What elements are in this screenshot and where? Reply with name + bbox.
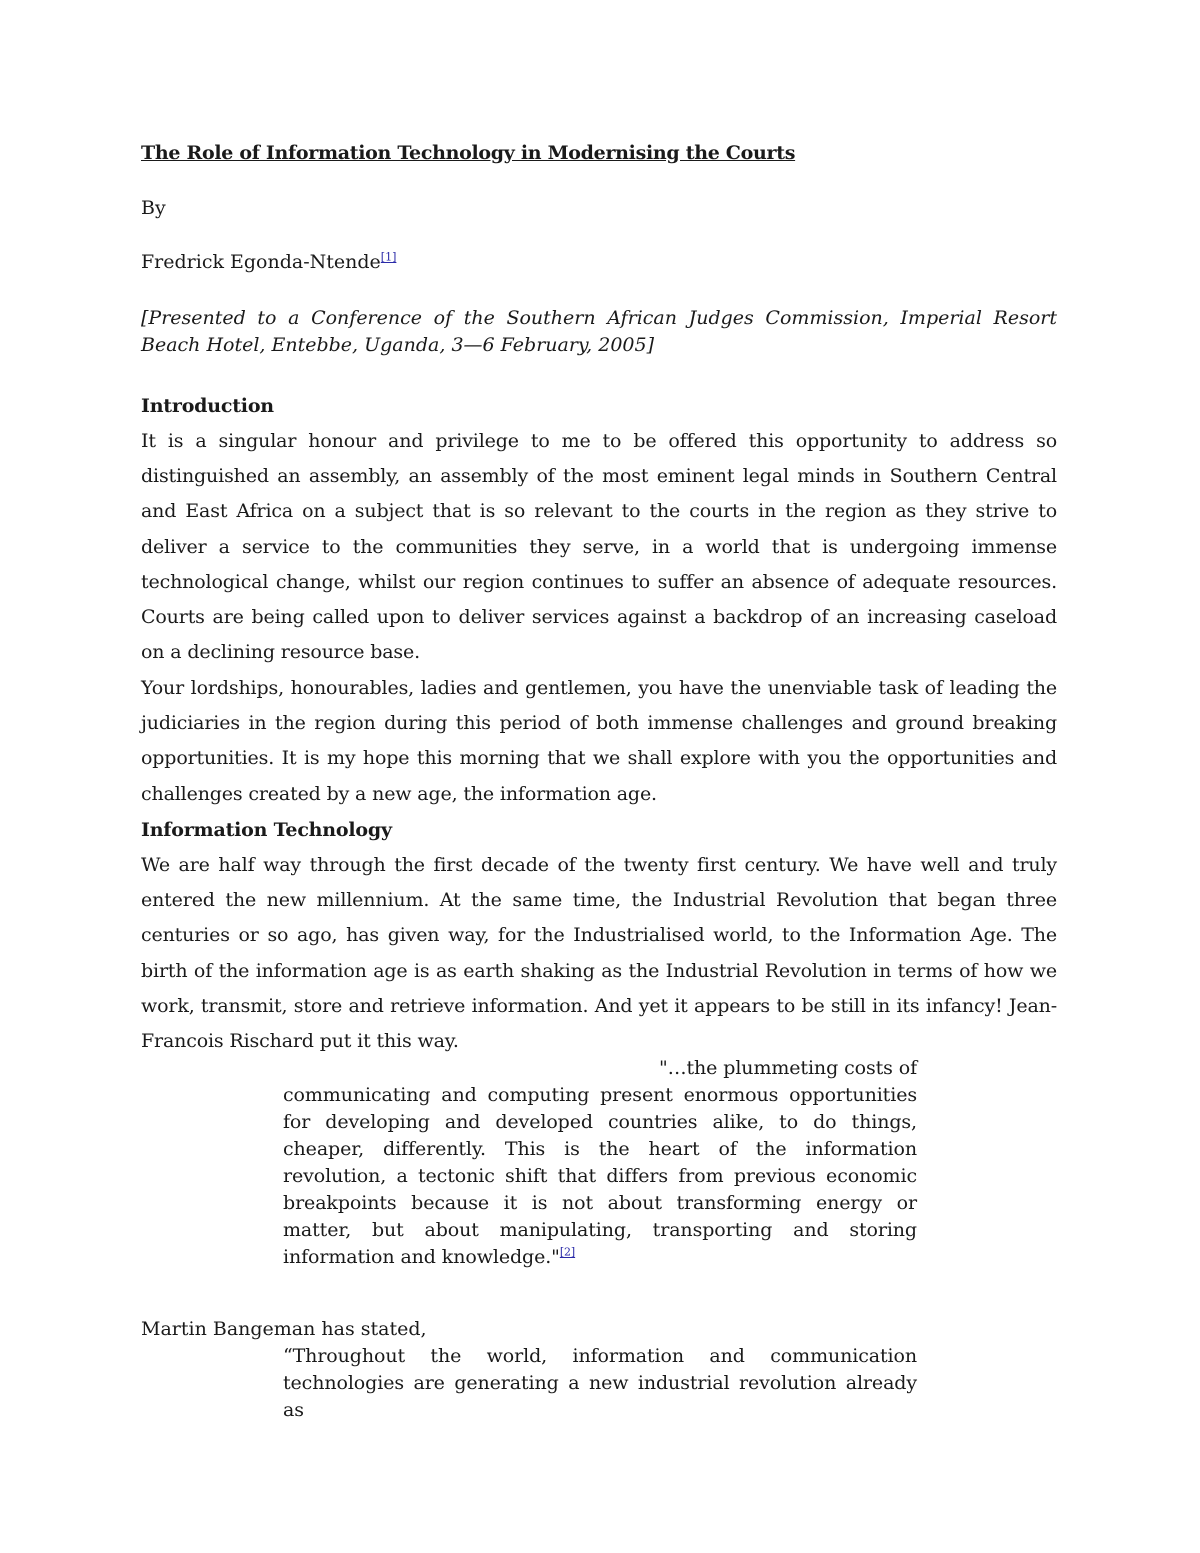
author-name-text: Fredrick Egonda-Ntende bbox=[141, 251, 381, 273]
rischard-quote-lead: "…the plummeting costs of bbox=[658, 1057, 917, 1079]
information-technology-paragraph-1: We are half way through the first decade of the twenty first century. We have well and truly entered the new millennium. At the same time, the Industrial Revolution that began three centuries or so ago, has given way, for the Industrialised world, to the Information Age. The birth of the information age is as earth shaking as the Industrial Revolution in terms of how we work, transmit, store and retrieve information. And yet it appears to be still in its infancy! Jean-Francois Rischard put it this way. bbox=[141, 854, 1057, 1053]
bangeman-intro: Martin Bangeman has stated, bbox=[141, 1318, 427, 1340]
introduction-paragraph-1: It is a singular honour and privilege to me to be offered this opportunity to address so distinguished an assembly, an assembly of the most eminent legal minds in Southern Central and East Africa on a subject that is so relevant to the courts in the region as they strive to deliver a service to the communities they serve, in a world that is undergoing immense technological change, whilst our region continues to suffer an absence of adequate resources. Courts are being called upon to deliver services against a backdrop of an increasing caseload on a declining resource base. bbox=[141, 430, 1057, 664]
bangeman-quote: “Throughout the world, information and communication technologies are generating a new industrial revolution already as bbox=[283, 1345, 917, 1421]
document-title: The Role of Information Technology in Modernising the Courts bbox=[141, 142, 796, 164]
presentation-note: [Presented to a Conference of the Southern African Judges Commission, Imperial Resort Beach Hotel, Entebbe, Uganda, 3—6 February, 2005] bbox=[141, 307, 1057, 356]
heading-introduction: Introduction bbox=[141, 395, 274, 417]
rischard-quote bbox=[283, 1055, 917, 1271]
heading-information-technology: Information Technology bbox=[141, 819, 392, 841]
author-name bbox=[141, 251, 396, 273]
footnote-link-2[interactable]: [2] bbox=[559, 1245, 576, 1259]
footnote-link-1[interactable]: [1] bbox=[380, 250, 397, 264]
rischard-quote-body: communicating and computing present enormous opportunities for developing and developed countries alike, to do things, cheaper, differently. This is the heart of the information revolution, a tectonic shift that differs from previous economic breakpoints because it is not about transforming energy or matter, but about manipulating, transporting and storing information and knowledge." bbox=[283, 1084, 917, 1268]
introduction-paragraph-2: Your lordships, honourables, ladies and gentlemen, you have the unenviable task of leading the judiciaries in the region during this period of both immense challenges and ground breaking opportunities. It is my hope this morning that we shall explore with you the opportunities and challenges created by a new age, the information age. bbox=[141, 677, 1057, 805]
byline-label: By bbox=[141, 197, 166, 219]
